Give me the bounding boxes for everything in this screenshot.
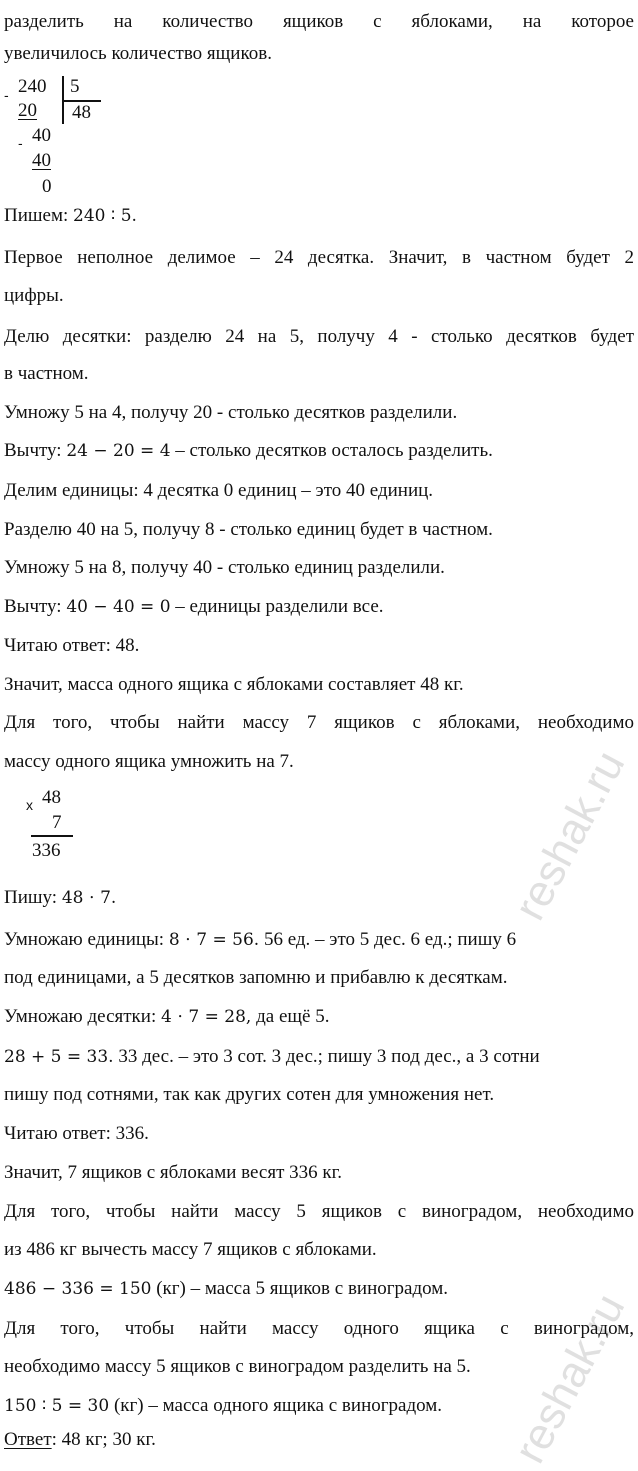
text-line: 28 + 5 = 33. 33 дес. – это 3 сот. 3 дес.; пишу 3 под дес., а 3 сотни — [4, 1046, 540, 1067]
text-line: Разделю 40 на 5, получу 8 - столько единиц будет в частном. — [4, 519, 493, 540]
text-line: массу одного ящика умножить на 7. — [4, 751, 294, 772]
text-line: Умножаю десятки: 4 ⋅ 7 = 28, да ещё 5. — [4, 1006, 330, 1027]
text-line: Читаю ответ: 336. — [4, 1123, 149, 1144]
text-line: увеличилось количество ящиков. — [4, 43, 272, 64]
text-line: Пишем: 240 ∶ 5. — [4, 205, 137, 226]
text-line: из 486 кг вычесть массу 7 ящиков с яблоками. — [4, 1239, 377, 1260]
text-line: Для того, чтобы найти массу 7 ящиков с яблоками, необходимо — [4, 712, 634, 733]
answer-line: Ответ: 48 кг; 30 кг. — [4, 1429, 156, 1450]
text-line: Умножаю единицы: 8 ⋅ 7 = 56. 56 ед. – это 5 дес. 6 ед.; пишу 6 — [4, 929, 517, 950]
text-line: Первое неполное делимое – 24 десятка. Значит, в частном будет 2 — [4, 247, 634, 268]
column-multiplication — [0, 787, 100, 867]
text-line: Для того, чтобы найти массу одного ящика с виноградом, — [4, 1318, 634, 1339]
text-line: разделить на количество ящиков с яблоками, на которое — [4, 11, 634, 32]
text-line: Значит, 7 ящиков с яблоками весят 336 кг. — [4, 1162, 343, 1183]
subtrahend-1: 20 — [18, 100, 37, 121]
multiply-sign: x — [26, 797, 33, 813]
remainder-1: 40 — [32, 125, 51, 146]
long-division — [0, 76, 130, 200]
text-line: Пишу: 48 ⋅ 7. — [4, 887, 117, 908]
minus-sign: - — [4, 87, 9, 103]
quotient: 48 — [72, 102, 91, 123]
text-line: Делю десятки: разделю 24 на 5, получу 4 - столько десятков будет — [4, 326, 634, 347]
watermark-bottom: reshak.ru — [505, 1286, 635, 1471]
text-line: в частном. — [4, 363, 89, 384]
minus-sign: - — [18, 135, 23, 151]
text-line: цифры. — [4, 285, 64, 306]
text-line: пишу под сотнями, так как других сотен для умножения нет. — [4, 1084, 495, 1105]
text-line: Для того, чтобы найти массу 5 ящиков с виноградом, необходимо — [4, 1201, 634, 1222]
answer-label: Ответ — [4, 1429, 52, 1450]
divisor: 5 — [70, 76, 80, 97]
watermark: reshak.ru — [505, 743, 635, 929]
text-line: Читаю ответ: 48. — [4, 635, 140, 656]
text-line: под единицами, а 5 десятков запомню и прибавлю к десяткам. — [4, 967, 508, 988]
text-line: Вычту: 40 − 40 = 0 – единицы разделили все. — [4, 596, 384, 617]
factor-1: 48 — [42, 787, 61, 808]
remainder-2: 0 — [42, 176, 52, 197]
product-line — [31, 835, 73, 837]
text-line: 150 ∶ 5 = 30 (кг) – масса одного ящика с виноградом. — [4, 1395, 443, 1416]
text-line: Умножу 5 на 4, получу 20 - столько десятков разделили. — [4, 402, 458, 423]
factor-2: 7 — [52, 812, 62, 833]
text-line: 486 − 336 = 150 (кг) – масса 5 ящиков с виноградом. — [4, 1278, 449, 1299]
text-line: Значит, масса одного ящика с яблоками составляет 48 кг. — [4, 674, 464, 695]
dividend: 240 — [18, 76, 47, 97]
text-line: Умножу 5 на 8, получу 40 - столько единиц разделили. — [4, 557, 445, 578]
subtrahend-2: 40 — [32, 150, 51, 171]
product: 336 — [32, 840, 61, 861]
text-line: Вычту: 24 − 20 = 4 – столько десятков осталось разделить. — [4, 440, 493, 461]
text-line: Делим единицы: 4 десятка 0 единиц – это 40 единиц. — [4, 480, 434, 501]
text-line: необходимо массу 5 ящиков с виноградом разделить на 5. — [4, 1356, 471, 1377]
